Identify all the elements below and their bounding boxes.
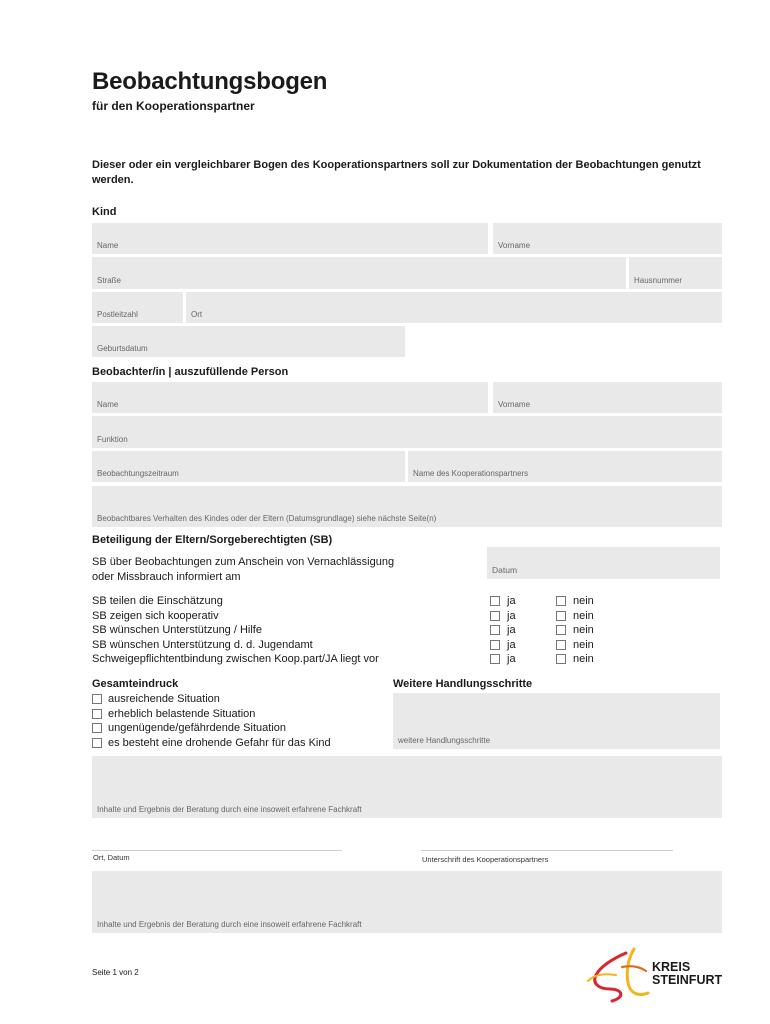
nein-label: nein (573, 609, 594, 622)
informiert-text-line2: oder Missbrauch informiert am (92, 571, 241, 583)
field-label: Postleitzahl (97, 310, 138, 319)
field-label: Inhalte und Ergebnis der Beratung durch eine insoweit erfahrene Fachkraft (97, 805, 362, 814)
unterschrift-line (421, 850, 673, 851)
logo-swoosh-icon (582, 945, 662, 1005)
beratung-field-2[interactable] (92, 871, 722, 933)
nein-checkbox[interactable] (556, 654, 566, 664)
ja-checkbox[interactable] (490, 640, 500, 650)
field-label: Datum (492, 565, 518, 575)
nein-checkbox[interactable] (556, 611, 566, 621)
field-label: Hausnummer (634, 276, 683, 285)
beratung-field-1[interactable] (92, 756, 722, 818)
field-label: Inhalte und Ergebnis der Beratung durch eine insoweit erfahrene Fachkraft (97, 920, 362, 929)
intro-text: Dieser oder ein vergleichbarer Bogen des Kooperationspartners soll zur Dokumentation der Beobachtungen genutzt werden. (92, 159, 701, 186)
nein-label: nein (573, 653, 594, 665)
ja-checkbox[interactable] (490, 596, 500, 606)
kind-ort-field[interactable] (186, 292, 722, 323)
question-label: SB zeigen sich kooperativ (92, 609, 219, 622)
beobachter-funktion-field[interactable] (92, 416, 722, 448)
unterschrift-label: Unterschrift des Kooperationspartners (422, 855, 549, 864)
section-heading-gesamteindruck: Gesamteindruck (92, 678, 179, 690)
kooperationspartner-name-field[interactable] (408, 451, 722, 482)
ja-label: ja (507, 609, 516, 622)
gesamteindruck-option-label: ungenügende/gefährdende Situation (108, 722, 286, 734)
section-heading-beteiligung: Beteiligung der Eltern/Sorgeberechtigten (SB) (92, 534, 333, 546)
kind-postleitzahl-field[interactable] (92, 292, 183, 323)
question-label: SB teilen die Einschätzung (92, 595, 223, 607)
gesamteindruck-checkbox[interactable] (92, 709, 102, 719)
ja-checkbox[interactable] (490, 625, 500, 635)
kind-geburtsdatum-field[interactable] (92, 326, 405, 357)
kreis-steinfurt-logo (582, 945, 742, 1005)
question-label: SB wünschen Unterstützung d. d. Jugendamt (92, 638, 313, 651)
ja-label: ja (507, 638, 516, 651)
gesamteindruck-checkbox[interactable] (92, 723, 102, 733)
informiert-text-line1: SB über Beobachtungen zum Anschein von Vernachlässigung (92, 556, 395, 568)
field-label: Vorname (498, 241, 531, 250)
field-label: Beobachtbares Verhalten des Kindes oder der Eltern (Datumsgrundlage) siehe nächste Seite(n) (97, 514, 437, 523)
nein-checkbox[interactable] (556, 625, 566, 635)
nein-label: nein (573, 624, 594, 636)
kind-strasse-field[interactable] (92, 257, 626, 289)
section-heading-kind: Kind (92, 206, 117, 218)
beobachter-name-field[interactable] (92, 382, 488, 413)
field-label: Beobachtungszeitraum (97, 469, 179, 478)
verhalten-field[interactable] (92, 486, 722, 527)
informiert-datum-field[interactable] (487, 547, 720, 579)
page-title: Beobachtungsbogen (92, 68, 328, 95)
gesamteindruck-option-label: ausreichende Situation (108, 693, 220, 705)
field-label: Name des Kooperationspartners (413, 469, 529, 478)
section-heading-beobachter: Beobachter/in | auszufüllende Person (92, 366, 289, 378)
ja-checkbox[interactable] (490, 611, 500, 621)
logo-text-kreis: KREIS (652, 960, 691, 974)
question-label: Schweigepflichtentbindung zwischen Koop.part/JA liegt vor (92, 653, 379, 665)
ja-checkbox[interactable] (490, 654, 500, 664)
field-label: Straße (97, 276, 122, 285)
ja-label: ja (507, 624, 516, 636)
question-label: SB wünschen Unterstützung / Hilfe (92, 624, 262, 636)
field-label: Name (97, 241, 119, 250)
ja-label: ja (507, 653, 516, 665)
nein-label: nein (573, 638, 594, 651)
field-label: Geburtsdatum (97, 344, 148, 353)
field-label: Funktion (97, 435, 128, 444)
page-number: Seite 1 von 2 (92, 968, 139, 977)
field-label: Name (97, 400, 119, 409)
field-label: Ort (191, 310, 203, 319)
kind-hausnummer-field[interactable] (629, 257, 722, 289)
gesamteindruck-checkbox[interactable] (92, 738, 102, 748)
ort-datum-label: Ort, Datum (93, 853, 130, 862)
field-label: Vorname (498, 400, 531, 409)
section-heading-handlungsschritte: Weitere Handlungsschritte (393, 678, 533, 690)
ja-label: ja (507, 595, 516, 607)
gesamteindruck-option-label: erheblich belastende Situation (108, 707, 256, 720)
kind-vorname-field[interactable] (493, 223, 722, 254)
kind-name-field[interactable] (92, 223, 488, 254)
page-subtitle: für den Kooperationspartner (92, 99, 255, 113)
ort-datum-line (92, 850, 342, 851)
beobachter-vorname-field[interactable] (493, 382, 722, 413)
handlungsschritte-field[interactable] (393, 693, 720, 749)
beobachtungszeitraum-field[interactable] (92, 451, 405, 482)
nein-checkbox[interactable] (556, 596, 566, 606)
field-label: weitere Handlungsschritte (398, 736, 491, 745)
gesamteindruck-checkbox[interactable] (92, 694, 102, 704)
nein-label: nein (573, 595, 594, 607)
gesamteindruck-option-label: es besteht eine drohende Gefahr für das Kind (108, 736, 331, 749)
nein-checkbox[interactable] (556, 640, 566, 650)
logo-text-steinfurt: STEINFURT (652, 973, 723, 987)
